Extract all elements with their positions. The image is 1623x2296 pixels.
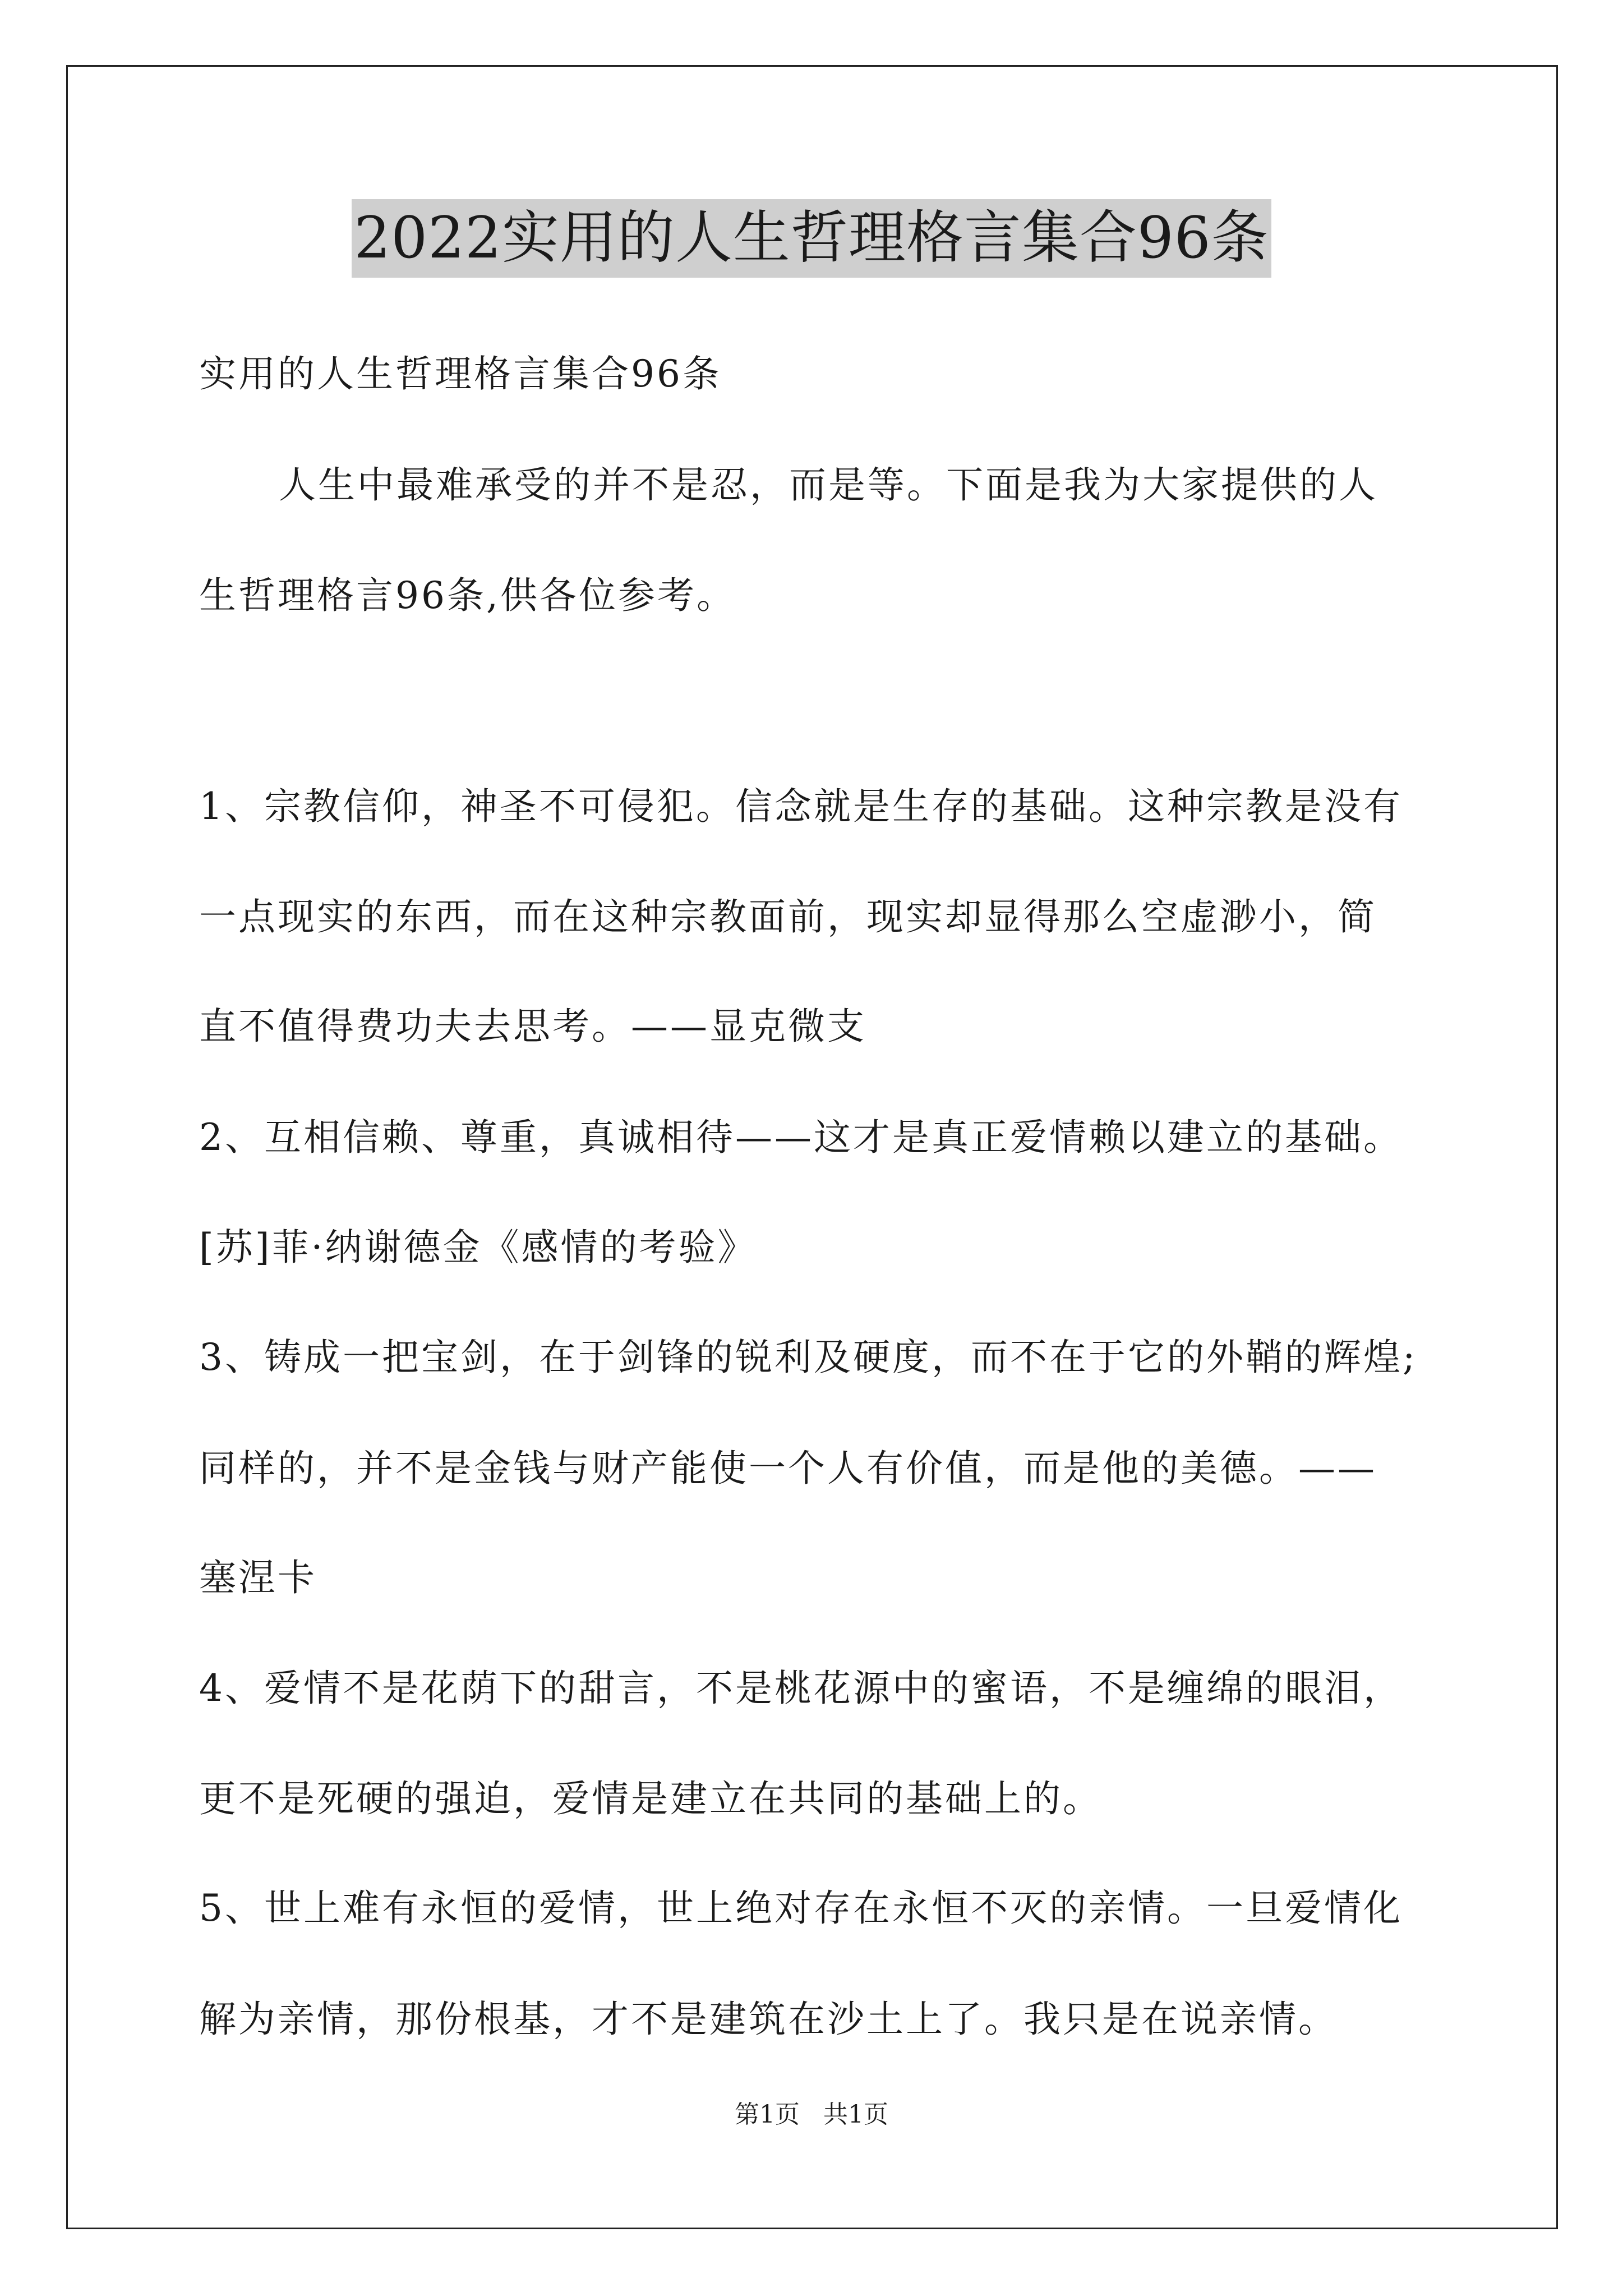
quote-1-line-2: 一点现实的东西，而在这种宗教面前，现实却显得那么空虚渺小，简 xyxy=(199,895,1377,938)
quote-3-line-3: 塞涅卡 xyxy=(199,1556,317,1599)
quote-2-line-2: [苏]菲·纳谢德金《感情的考验》 xyxy=(199,1226,757,1269)
quote-2-line-1: 2、互相信赖、尊重，真诚相待——这才是真正爱情赖以建立的基础。 xyxy=(199,1116,1403,1159)
subtitle-line: 实用的人生哲理格言集合96条 xyxy=(199,352,722,395)
intro-line-2: 生哲理格言96条,供各位参考。 xyxy=(199,574,736,617)
quote-1-line-1: 1、宗教信仰，神圣不可侵犯。信念就是生存的基础。这种宗教是没有 xyxy=(199,785,1403,828)
quote-3-line-1: 3、铸成一把宝剑，在于剑锋的锐利及硬度，而不在于它的外鞘的辉煌; xyxy=(199,1336,1418,1379)
page-footer: 第1页 共1页 xyxy=(735,2100,888,2129)
intro-line-1: 人生中最难承受的并不是忍，而是等。下面是我为大家提供的人 xyxy=(279,463,1378,507)
quote-3-line-2: 同样的，并不是金钱与财产能使一个人有价值，而是他的美德。—— xyxy=(199,1447,1377,1490)
title-container xyxy=(0,199,1623,278)
quote-4-line-2: 更不是死硬的强迫，爱情是建立在共同的基础上的。 xyxy=(199,1777,1102,1820)
quote-1-line-3: 直不值得费功夫去思考。——显克微支 xyxy=(199,1005,866,1048)
document-title: 2022实用的人生哲理格言集合96条 xyxy=(352,199,1271,278)
quote-5-line-1: 5、世上难有永恒的爱情，世上绝对存在永恒不灭的亲情。一旦爱情化 xyxy=(199,1887,1403,1930)
quote-4-line-1: 4、爱情不是花荫下的甜言，不是桃花源中的蜜语，不是缠绵的眼泪， xyxy=(199,1667,1403,1710)
quote-5-line-2: 解为亲情，那份根基，才不是建筑在沙土上了。我只是在说亲情。 xyxy=(199,1998,1338,2041)
